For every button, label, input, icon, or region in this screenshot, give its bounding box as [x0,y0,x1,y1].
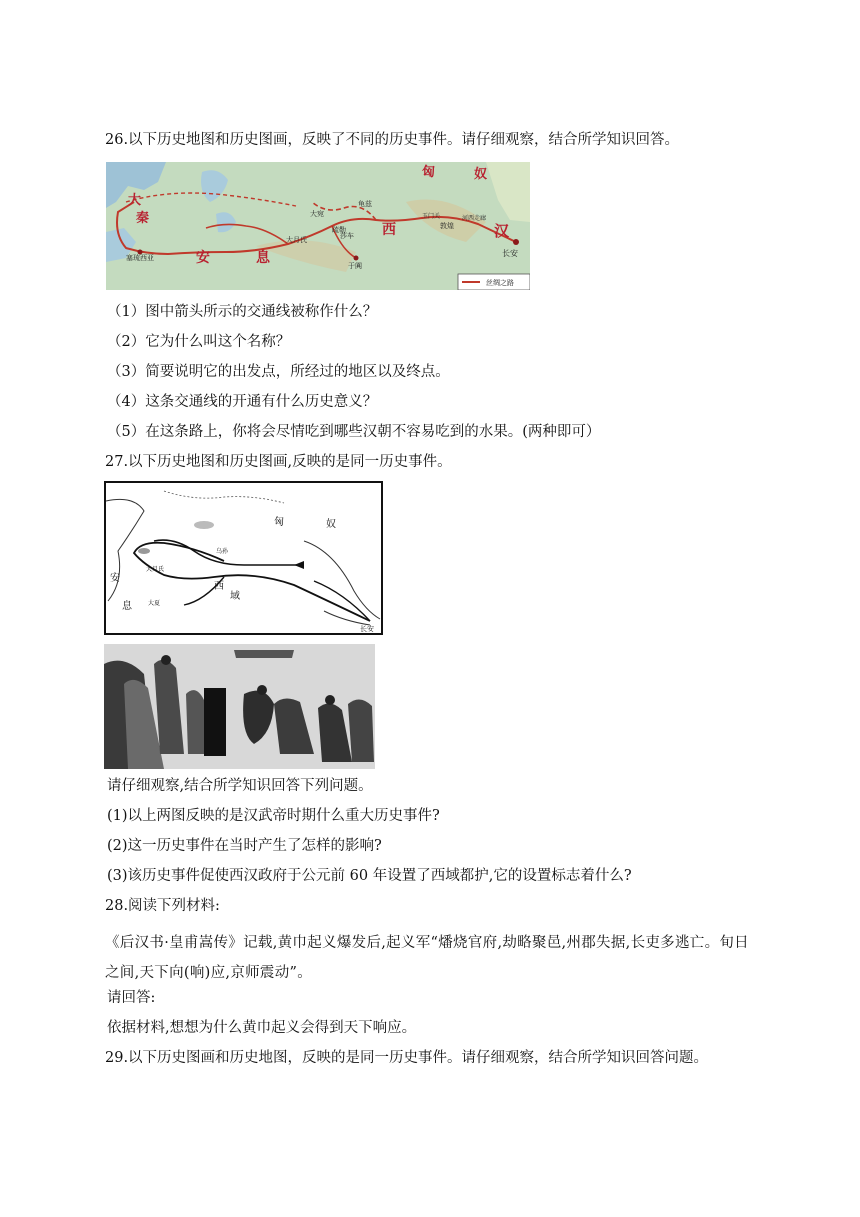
map1-daxia: 大月氏 [286,236,307,244]
map1-dayuan: 大宛 [310,210,324,218]
map2-an: 安 [110,573,120,584]
q27-stem: 27.以下历史地图和历史图画,反映的是同一历史事件。 [105,454,452,470]
q26-question-4: （4）这条交通线的开通有什么历史意义？ [107,394,378,410]
q27-question-3: (3)该历史事件促使西汉政府于公元前 60 年设置了西域都护,它的设置标志着什么? [107,868,632,884]
q26-question-1: （1）图中箭头所示的交通线被称作什么？ [107,304,378,320]
map1-an: 安 [196,250,210,266]
map1-legend: 丝绸之路 [486,279,514,287]
map2-nu: 奴 [326,519,336,530]
map1-changan: 长安 [502,249,518,258]
q28-material: 《后汉书·皇甫嵩传》记载,黄巾起义爆发后,起义军“燔烧官府,劫略聚邑,州郡失据,长吏多逃亡。旬日之间,天下向(响)应,京师震动”。 [105,935,749,981]
map1-gansu: 河西走廊 [462,215,487,222]
q28-prompt: 请回答: [107,990,156,1006]
map2-daxia: 大夏 [148,600,161,607]
map2-dayuezhi: 大月氏 [146,566,165,573]
q26-stem: 26.以下历史地图和历史图画，反映了不同的历史事件。请仔细观察，结合所学知识回答。 [105,132,680,148]
map1-da: 大 [128,193,142,208]
map2-xi: 息 [122,601,132,612]
map1-qin: 秦 [136,211,150,226]
q26-question-5: （5）在这条路上，你将会尽情吃到哪些汉朝不容易吃到的水果。(两种即可） [107,424,601,440]
map2-changan: 长安 [360,625,374,633]
q28-stem: 28.阅读下列材料: [105,898,220,914]
map1-city-west: 塞琉西亚 [126,254,154,262]
map1-yumenguan: 玉门关 [422,213,441,220]
map1-shache: 莎车 [340,232,354,240]
q27-prompt: 请仔细观察,结合所学知识回答下列问题。 [107,778,373,794]
map1-xi-region: 西 [382,222,396,238]
zhang-qian-route-map [104,481,383,635]
q27-question-1: (1)以上两图反映的是汉武帝时期什么重大历史事件? [107,808,440,824]
map1-yutian: 于阗 [348,262,362,270]
map1-dunhuang: 敦煌 [440,222,454,230]
q29-stem: 29.以下历史图画和历史地图，反映的是同一历史事件。请仔细观察，结合所学知识回答问题。 [105,1050,709,1066]
map2-wusun: 乌孙 [216,548,229,555]
map1-xiongnu-a: 匈 [422,165,436,180]
q26-question-3: （3）简要说明它的出发点，所经过的地区以及终点。 [107,364,450,380]
q27-question-2: (2)这一历史事件在当时产生了怎样的影响? [107,838,382,854]
map1-xi: 息 [256,250,270,266]
map1-shule: 疏勒 [332,226,346,234]
q28-question: 依据材料,想想为什么黄巾起义会得到天下响应。 [107,1020,417,1036]
silk-road-map [106,162,530,290]
map2-xiong: 匈 [274,517,284,528]
map2-xiyu-b: 域 [230,591,240,602]
dunhuang-mural-image [104,644,375,769]
q26-question-2: （2）它为什么叫这个名称？ [107,334,291,350]
map2-xiyu-a: 西 [214,581,224,592]
map1-xiongnu-b: 奴 [474,167,488,182]
map1-qiuci: 龟兹 [358,200,372,208]
map1-han: 汉 [494,222,510,240]
